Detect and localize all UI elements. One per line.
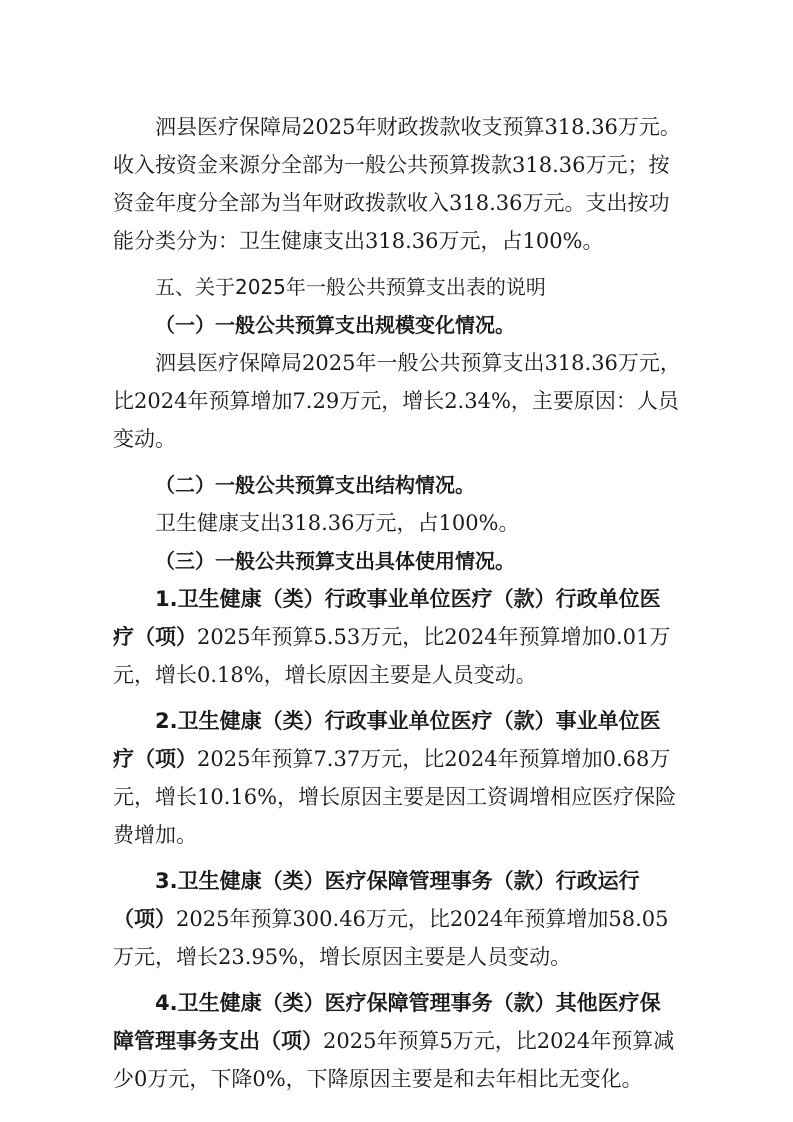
list-item <box>113 580 681 694</box>
list-item <box>113 702 681 854</box>
subheading-structure: （二）一般公共预算支出结构情况。 <box>155 473 475 497</box>
item-text: 2025年预算5.53万元，比2024年预算增加0.01万元，增长0.18%，增长原因主要是人员变动。 <box>113 625 671 687</box>
item-title: 2.卫生健康（类）行政事业单位医疗（款）事业单位医疗（项） <box>113 709 661 771</box>
section-heading-5: 五、关于2025年一般公共预算支出表的说明 <box>155 275 546 299</box>
item-text: 2025年预算300.46万元，比2024年预算增加58.05万元，增长23.95%，增长原因主要是人员变动。 <box>113 907 669 969</box>
subheading-usage: （三）一般公共预算支出具体使用情况。 <box>155 549 515 573</box>
paragraph-scale-change: 泗县医疗保障局2025年一般公共预算支出318.36万元，比2024年预算增加7.29万元，增长2.34%，主要原因：人员变动。 <box>113 351 681 451</box>
paragraph-structure: 卫生健康支出318.36万元，占100%。 <box>155 511 520 535</box>
item-text: 2025年预算7.37万元，比2024年预算增加0.68万元，增长10.16%，增长原因主要是因工资调增相应医疗保险费增加。 <box>113 747 677 847</box>
item-title: 3.卫生健康（类）医疗保障管理事务（款）行政运行（项） <box>113 869 640 931</box>
list-item <box>113 862 681 976</box>
subheading-scale-change: （一）一般公共预算支出规模变化情况。 <box>155 313 515 337</box>
paragraph-budget-summary: 泗县医疗保障局2025年财政拨款收支预算318.36万元。收入按资金来源分全部为一般公共预算拨款318.36万元；按资金年度分全部为当年财政拨款收入318.36万元。支出按功能分类分为：卫生健康支出318.36万元，占100%。 <box>113 115 681 253</box>
item-title: 4.卫生健康（类）医疗保障管理事务（款）其他医疗保障管理事务支出（项） <box>113 991 661 1053</box>
list-item <box>113 984 681 1098</box>
item-text: 2025年预算5万元，比2024年预算减少0万元，下降0%，下降原因主要是和去年相比无变化。 <box>113 1029 675 1091</box>
item-title: 1.卫生健康（类）行政事业单位医疗（款）行政单位医疗（项） <box>113 587 661 649</box>
